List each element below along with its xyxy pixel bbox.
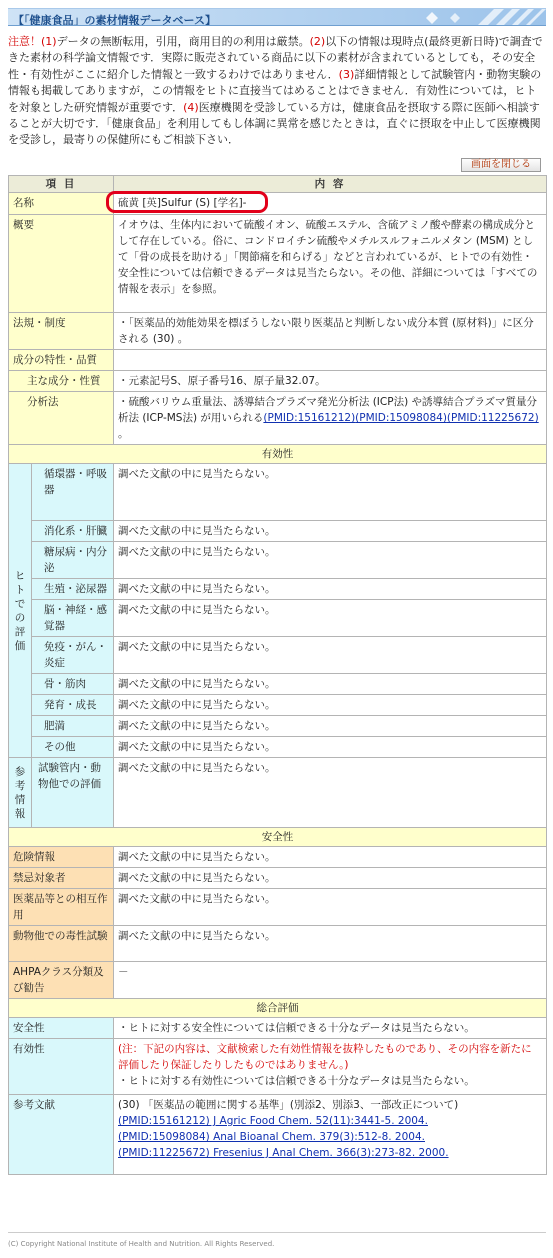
eff-row-value: 調べた文献の中に見当たらない。 xyxy=(114,521,547,542)
human-eval-label xyxy=(9,464,32,758)
reference-30: (30) 「医薬品の範囲に関する基準」(別添2、別添3、一部改正について) xyxy=(118,1099,459,1111)
header-content: 内 容 xyxy=(114,176,547,193)
eff-row-value: 調べた文献の中に見当たらない。 xyxy=(114,737,547,758)
eff-row-value: 調べた文献の中に見当たらない。 xyxy=(114,579,547,600)
eff-row-label: 発育・成長 xyxy=(32,695,114,716)
efficacy-header: 有効性 xyxy=(9,445,547,464)
footer-divider xyxy=(8,1232,546,1233)
efficacy-note: (注：下記の内容は、文献検索した有効性情報を抜粋したものであり、その内容を新たに評価したり保証したりしたものではありません。) xyxy=(118,1043,532,1071)
banned-value: 調べた文献の中に見当たらない。 xyxy=(114,868,547,889)
table-row xyxy=(9,926,547,962)
eff-row-label: 生殖・泌尿器 xyxy=(32,579,114,600)
safety-header: 安全性 xyxy=(9,828,547,847)
table-row xyxy=(9,542,547,579)
eff-row-value: 調べた文献の中に見当たらない。 xyxy=(114,600,547,637)
eff-row-label: 消化系・肝臓 xyxy=(32,521,114,542)
reference-link-1[interactable]: (PMID:15161212) J Agric Food Chem. 52(11):3441-5. 2004. xyxy=(118,1115,428,1127)
eff-row-label: 免疫・がん・炎症 xyxy=(32,637,114,674)
references-value xyxy=(114,1095,547,1175)
banned-label: 禁忌対象者 xyxy=(9,868,114,889)
header-decoration xyxy=(406,9,546,26)
overall-efficacy-label: 有効性 xyxy=(9,1039,114,1095)
table-row xyxy=(9,521,547,542)
eff-row-value: 調べた文献の中に見当たらない。 xyxy=(114,716,547,737)
eff-row-label: 骨・筋肉 xyxy=(32,674,114,695)
animal-tox-value: 調べた文献の中に見当たらない。 xyxy=(114,926,547,962)
risk-value: 調べた文献の中に見当たらない。 xyxy=(114,847,547,868)
notice-num-1: (1) xyxy=(41,35,57,48)
table-row xyxy=(9,600,547,637)
invitro-value: 調べた文献の中に見当たらない。 xyxy=(114,758,547,828)
notice-num-2: (2) xyxy=(309,35,326,48)
table-row xyxy=(9,737,547,758)
table-row xyxy=(9,758,547,828)
law-value: ・「医薬品的効能効果を標ぼうしない限り医薬品と判断しない成分本質 (原材料)」に区分される (30) 。 xyxy=(114,313,547,350)
interaction-value: 調べた文献の中に見当たらない。 xyxy=(114,889,547,926)
ref-info-text: 参 考 情 報 xyxy=(14,765,26,820)
table-row xyxy=(9,716,547,737)
eff-row-value: 調べた文献の中に見当たらない。 xyxy=(114,695,547,716)
table-row xyxy=(9,579,547,600)
table-row xyxy=(9,215,547,313)
eff-row-value: 調べた文献の中に見当たらない。 xyxy=(114,542,547,579)
overview-value: イオウは、生体内において硫酸イオン、硫酸エステル、含硫アミノ酸や酵素の構成成分として存在している。俗に、コンドロイチン硫酸やメチルスルフォニルメタン (MSM) として「骨の成長を助ける」「関節痛を和らげる」などと言われているが、ヒトでの有効性・安全性については信頼できるデータは見当たらない。その他、詳細については「すべての情報を表示」を参照。 xyxy=(114,215,547,313)
reference-link-3[interactable]: (PMID:11225672) Fresenius J Anal Chem. 366(3):273-82. 2000. xyxy=(118,1147,449,1159)
props-value xyxy=(114,350,547,371)
human-eval-text: ヒ ト で の 評 価 xyxy=(14,569,26,652)
efficacy-text: ・ヒトに対する有効性については信頼できる十分なデータは見当たらない。 xyxy=(118,1075,475,1087)
table-row xyxy=(9,313,547,350)
page-title: 【「健康食品」の素材情報データベース】 xyxy=(13,14,216,26)
risk-label: 危険情報 xyxy=(9,847,114,868)
notice-text-4: 医療機関を受診している方は，健康食品を摂取する際に医師へ相談することが大切です．「健康食品」を利用してもし体調に異常を感じたときは，直ぐに摂取を中止して医療機関を受診し，最寄りの保健所にもご相談下さい． xyxy=(8,100,541,147)
name-label: 名称 xyxy=(9,193,114,215)
table-row xyxy=(9,847,547,868)
close-screen-button[interactable]: 画面を閉じる xyxy=(461,158,541,172)
table-row xyxy=(9,868,547,889)
ahpa-value: － xyxy=(114,962,547,999)
overview-label: 概要 xyxy=(9,215,114,313)
animal-tox-label: 動物他での毒性試験 xyxy=(9,926,114,962)
props-label: 成分の特性・品質 xyxy=(9,350,114,371)
table-row xyxy=(9,695,547,716)
table-row xyxy=(9,1095,547,1175)
interaction-label: 医薬品等との相互作用 xyxy=(9,889,114,926)
eff-row-label: 糖尿病・内分泌 xyxy=(32,542,114,579)
main-value: ・元素記号S、原子番号16、原子量32.07。 xyxy=(114,371,547,392)
eff-row-label: 脳・神経・感覚器 xyxy=(32,600,114,637)
eff-row-label: 肥満 xyxy=(32,716,114,737)
analysis-link-1[interactable]: (PMID:15161212) xyxy=(263,412,356,424)
section-header-efficacy xyxy=(9,445,547,464)
header-item: 項 目 xyxy=(9,176,114,193)
overall-header: 総合評価 xyxy=(9,999,547,1018)
eff-row-value: 調べた文献の中に見当たらない。 xyxy=(114,637,547,674)
analysis-text: ・硫酸バリウム重量法、誘導結合プラズマ発光分析法 (ICP法) や誘導結合プラズマ質量分析法 (ICP-MS法) が用いられる xyxy=(118,396,537,424)
info-table xyxy=(8,175,547,1175)
overall-safety-label: 安全性 xyxy=(9,1018,114,1039)
table-row xyxy=(9,193,547,215)
page-header xyxy=(8,8,546,26)
section-header-overall xyxy=(9,999,547,1018)
table-row xyxy=(9,464,547,521)
law-label: 法規・制度 xyxy=(9,313,114,350)
notice-text-3: 詳細情報として試験管内・動物実験の情報も掲載してありますが，この情報をヒトに直接当てはめることはできません．有効性については，ヒトを対象とした研究情報が重要です． xyxy=(8,67,542,114)
table-row xyxy=(9,962,547,999)
eff-row-value: 調べた文献の中に見当たらない。 xyxy=(114,464,547,521)
table-header-row xyxy=(9,176,547,193)
ref-info-label xyxy=(9,758,32,828)
table-row xyxy=(9,889,547,926)
eff-row-label: 循環器・呼吸器 xyxy=(32,464,114,521)
table-row xyxy=(9,674,547,695)
table-row xyxy=(9,1039,547,1095)
analysis-link-3[interactable]: (PMID:11225672) xyxy=(446,412,539,424)
table-row xyxy=(9,371,547,392)
notice xyxy=(8,34,546,149)
notice-text-1: データの無断転用，引用，商用目的の利用は厳禁。 xyxy=(56,35,310,48)
overall-efficacy-value xyxy=(114,1039,547,1095)
analysis-tail: 。 xyxy=(118,428,129,440)
invitro-label: 試験管内・動物他での評価 xyxy=(32,758,114,828)
footer-copyright: (C) Copyright National Institute of Health and Nutrition. All Rights Reserved. xyxy=(8,1240,275,1248)
analysis-value xyxy=(114,392,547,445)
notice-warning: 注意！ xyxy=(8,35,41,48)
main-label: 主な成分・性質 xyxy=(9,371,114,392)
ahpa-label: AHPAクラス分類及び勧告 xyxy=(9,962,114,999)
table-row xyxy=(9,392,547,445)
table-row xyxy=(9,1018,547,1039)
analysis-link-2[interactable]: (PMID:15098084) xyxy=(355,412,447,424)
section-header-safety xyxy=(9,828,547,847)
notice-num-4: (4) xyxy=(183,100,199,114)
analysis-label: 分析法 xyxy=(9,392,114,445)
eff-row-value: 調べた文献の中に見当たらない。 xyxy=(114,674,547,695)
references-label: 参考文献 xyxy=(9,1095,114,1175)
notice-num-3: (3) xyxy=(338,67,355,81)
reference-link-2[interactable]: (PMID:15098084) Anal Bioanal Chem. 379(3):512-8. 2004. xyxy=(118,1131,425,1143)
notice-text-2: 以下の情報は現時点(最終更新日時)で調査できた素材の科学論文情報です．実際に販売されている商品に以下の素材が含まれているとしても，その安全性・有効性がここに紹介した情報と一致するわけではありません． xyxy=(8,35,543,81)
table-row xyxy=(9,637,547,674)
overall-safety-value: ・ヒトに対する安全性については信頼できる十分なデータは見当たらない。 xyxy=(114,1018,547,1039)
eff-row-label: その他 xyxy=(32,737,114,758)
table-row xyxy=(9,350,547,371)
name-value: 硫黄 [英]Sulfur (S) [学名]- xyxy=(114,193,547,215)
